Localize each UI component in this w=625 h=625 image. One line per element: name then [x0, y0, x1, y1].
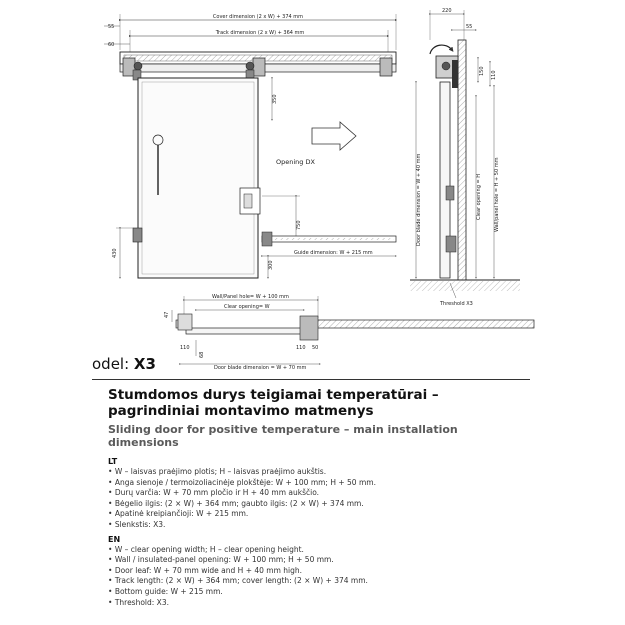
dim-55-left: 55: [108, 24, 115, 30]
clear-opening-w-label: Clear opening= W: [224, 304, 270, 310]
dim-50: 50: [312, 345, 319, 351]
en-heading: EN: [108, 534, 121, 544]
list-item: • W – clear opening width; H – clear opening height.: [108, 545, 528, 556]
list-item: • Anga sienoje / termoizoliacinėje plokštėje: W + 100 mm; H + 50 mm.: [108, 478, 528, 489]
dim-350: 350: [272, 94, 278, 104]
front-view: [104, 14, 396, 278]
wall-hole-h-label: Wall/panel hole = H + 50 mm: [494, 157, 500, 232]
model-prefix: odel:: [92, 355, 134, 373]
dim-430: 430: [112, 248, 118, 258]
guide-dimension-label: Guide dimension: W + 215 mm: [294, 250, 373, 256]
dim-220: 220: [442, 8, 452, 14]
dim-110-left: 110: [180, 345, 190, 351]
door-blade-height-label: Door blade dimension = W + 40 mm: [416, 153, 422, 246]
dim-68: 68: [199, 351, 205, 358]
dim-750: 750: [296, 220, 302, 230]
list-item: • Bottom guide: W + 215 mm.: [108, 587, 528, 598]
model-label: [92, 355, 156, 373]
opening-dx-label: Opening DX: [276, 158, 315, 166]
description-block: [108, 387, 528, 608]
list-item: • W – laisvas praėjimo plotis; H – laisvas praėjimo aukštis.: [108, 467, 528, 478]
list-item: • Wall / insulated-panel opening: W + 100 mm; H + 50 mm.: [108, 555, 528, 566]
list-item: • Bėgelio ilgis: (2 × W) + 364 mm; gaubto ilgis: (2 × W) + 374 mm.: [108, 499, 528, 510]
list-item: • Threshold: X3.: [108, 598, 528, 609]
side-section: [410, 8, 520, 307]
list-item: • Durų varčia: W + 70 mm pločio ir H + 40 mm aukščio.: [108, 488, 528, 499]
model-name: X3: [133, 355, 156, 373]
lt-list: [108, 467, 528, 531]
door-blade-width-label: Door blade dimension = W + 70 mm: [214, 365, 307, 371]
dim-47: 47: [164, 311, 170, 318]
plan-view: [164, 294, 534, 371]
lt-heading: LT: [108, 457, 118, 466]
title-lithuanian: Stumdomos durys teigiamai temperatūrai – pagrindiniai montavimo matmenys: [108, 387, 439, 419]
dim-300: 300: [268, 260, 274, 270]
dim-60: 60: [108, 42, 115, 48]
dim-55-right: 55: [466, 24, 473, 30]
dim-110-right: 110: [296, 345, 306, 351]
list-item: • Track length: (2 × W) + 364 mm; cover length: (2 × W) + 374 mm.: [108, 576, 528, 587]
list-item: • Apatinė kreipiančioji: W + 215 mm.: [108, 509, 528, 520]
cover-dimension-label: Cover dimension (2 x W) + 374 mm: [212, 14, 304, 20]
dim-110-vertical: 110: [491, 70, 497, 80]
divider: [92, 379, 530, 380]
list-item: • Slenkstis: X3.: [108, 520, 528, 531]
track-dimension-label: Track dimension (2 x W) + 364 mm: [215, 30, 305, 36]
title-english: Sliding door for positive temperature – main installation dimensions: [108, 423, 458, 449]
list-item: • Door leaf: W + 70 mm wide and H + 40 mm high.: [108, 566, 528, 577]
wall-panel-hole-label: Wall/Panel hole= W + 100 mm: [212, 294, 289, 300]
dim-150: 150: [479, 66, 485, 76]
en-list: [108, 545, 528, 609]
clear-opening-h-label: Clear opening = H: [476, 173, 482, 220]
threshold-label: Threshold X3: [440, 301, 473, 307]
